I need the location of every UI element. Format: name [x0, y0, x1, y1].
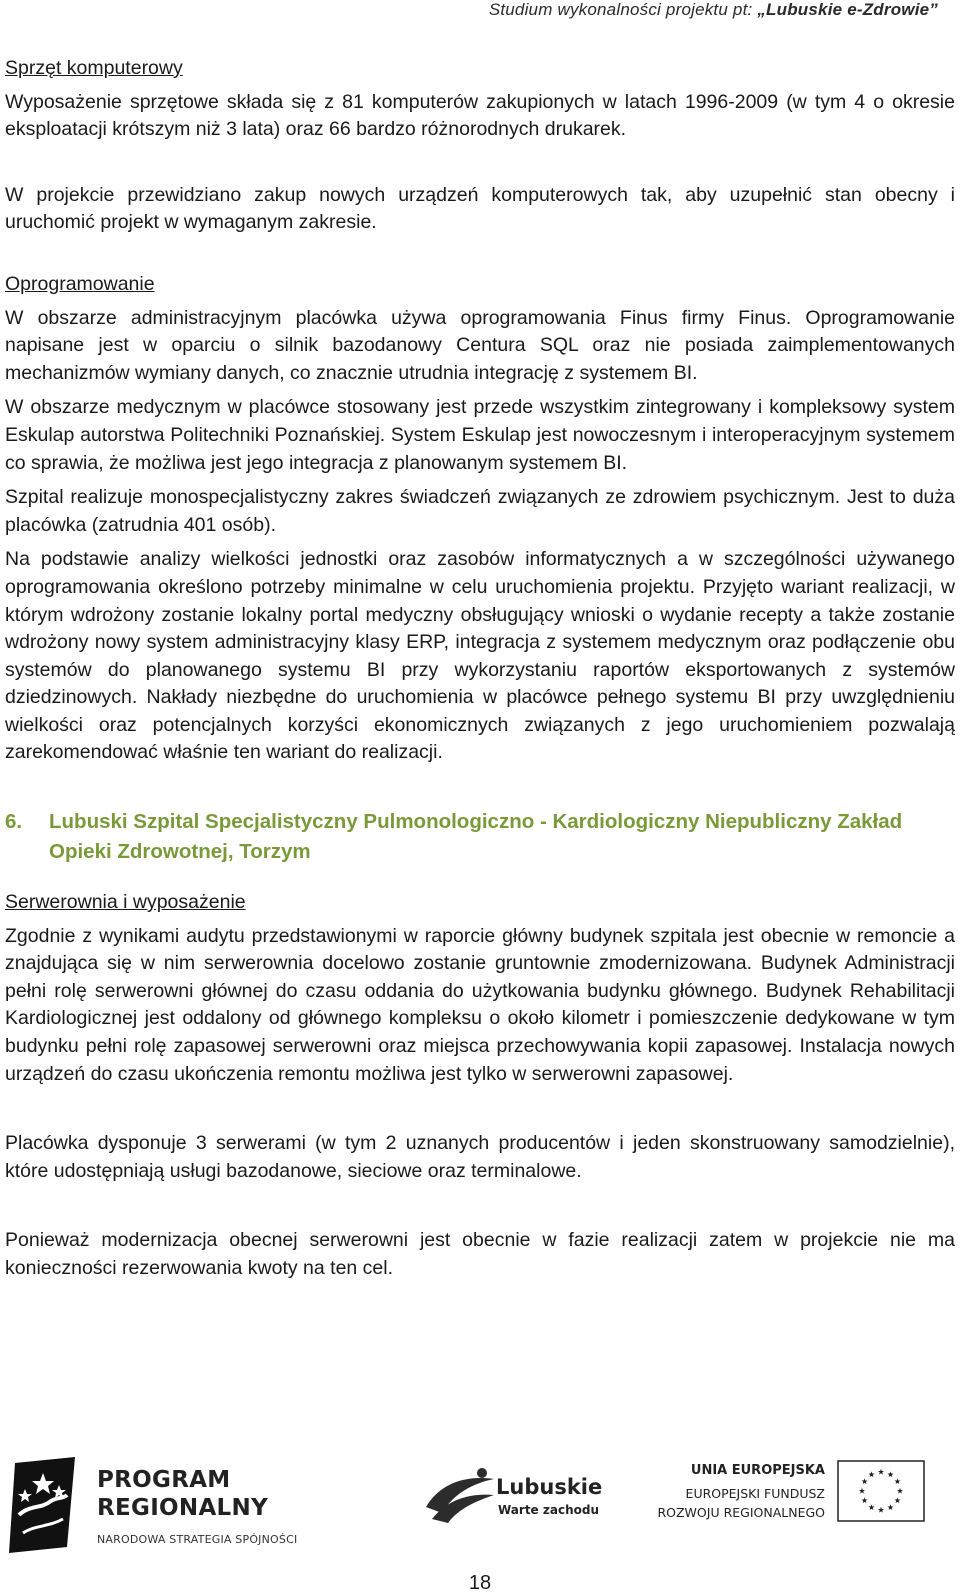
body-paragraph: Zgodnie z wynikami audytu przedstawionymi w raporcie główny budynek szpitala jest obecnie w remoncie a znajdująca się w nim serwerownia docelowo zostanie gruntownie zmodernizowana. Budynek Administracji pełni rolę serwerowni głównej do czasu oddania do użytkowania budynku głównego. Budynek Rehabilitacji Kardiologicznej jest oddalony od głównego kompleksu o około kilometr i pomieszczenie dedykowane w tym budynku pełni rolę zapasowej serwerowni oraz miejsca przechowywania kopii zapasowej. Instalacja nowych urządzeń do czasu ukończenia remontu możliwa jest tylko w serwerowni zapasowej.: [5, 924, 955, 1085]
program-line1: PROGRAM: [97, 1467, 231, 1493]
header-prefix: Studium wykonalności projektu pt:: [488, 0, 758, 19]
page-number: 18: [468, 1572, 492, 1594]
section-title-text: Lubuski Szpital Specjalistyczny Pulmonologiczno - Kardiologiczny Niepubliczny Zakład Opieki Zdrowotnej, Torzym: [49, 810, 903, 864]
lubuskie-swoosh-icon: [422, 1463, 498, 1527]
lubuskie-logo: [422, 1463, 612, 1533]
eu-line1: UNIA EUROPEJSKA: [690, 1463, 825, 1478]
footer-logos: [0, 1455, 960, 1575]
program-line2: REGIONALNY: [97, 1495, 269, 1521]
program-regionalny-logo: [5, 1455, 315, 1565]
running-header: [489, 0, 938, 20]
body-paragraph: W projekcie przewidziano zakup nowych urządzeń komputerowych tak, aby uzupełnić stan obecny i uruchomić projekt w wymaganym zakresie.: [5, 183, 955, 234]
body-paragraph: Wyposażenie sprzętowe składa się z 81 komputerów zakupionych w latach 1996-2009 (w tym 4 o okresie eksploatacji krótszym niż 3 lata) oraz 66 bardzo różnorodnych drukarek.: [5, 90, 955, 141]
program-line3: NARODOWA STRATEGIA SPÓJNOŚCI: [97, 1533, 298, 1546]
section-number: 6.: [5, 810, 23, 834]
eu-logo: [657, 1460, 957, 1540]
body-paragraph: W obszarze medycznym w placówce stosowany jest przede wszystkim zintegrowany i kompleksowy system Eskulap autorstwa Politechniki Poznańskiej. System Eskulap jest nowoczesnym i interoperacyjnym systemem co sprawia, że możliwa jest jego integracja z planowanym systemem BI.: [5, 396, 955, 474]
body-paragraph: W obszarze administracyjnym placówka używa oprogramowania Finus firmy Finus. Oprogramowanie napisane jest w oparciu o silnik bazodanowy Centura SQL oraz nie posiada zaimplementowanych mechanizmów wymiany danych, co znacznie utrudnia integrację z systemem BI.: [5, 306, 955, 384]
document-body: [5, 55, 955, 1283]
subsection-heading: Sprzęt komputerowy: [5, 57, 183, 79]
eu-flag-icon: [837, 1460, 925, 1522]
subsection-heading: Oprogramowanie: [5, 272, 155, 295]
subsection-heading: Serwerownia i wyposażenie: [5, 891, 246, 914]
header-project-title: „Lubuskie e-Zdrowie”: [757, 0, 938, 19]
lubuskie-name: Lubuskie: [496, 1475, 603, 1499]
section-title: [5, 807, 955, 867]
body-paragraph: Szpital realizuje monospecjalistyczny zakres świadczeń związanych ze zdrowiem psychicznym. Jest to duża placówka (zatrudnia 401 osób).: [5, 486, 955, 536]
program-regionalny-emblem-icon: [5, 1455, 83, 1555]
body-paragraph: Ponieważ modernizacja obecnej serwerowni jest obecnie w fazie realizacji zatem w projekcie nie ma konieczności rezerwowania kwoty na ten cel.: [5, 1229, 955, 1279]
eu-line3: ROZWOJU REGIONALNEGO: [657, 1505, 825, 1520]
body-paragraph: Na podstawie analizy wielkości jednostki oraz zasobów informatycznych a w szczególności używanego oprogramowania określono potrzeby minimalne w celu uruchomienia projektu. Przyjęto wariant realizacji, w którym wdrożony zostanie lokalny portal medyczny obsługujący wnioski o wydanie recepty a także zostanie wdrożony nowy system administracyjny klasy ERP, integracja z systemem medycznym oraz podłączenie obu systemów do planowanego systemu BI przy wykorzystaniu raportów eksportowanych z systemów dziedzinowych. Nakłady niezbędne do uruchomienia w placówce pełnego systemu BI przy uwzględnieniu wielkości oraz potencjalnych korzyści ekonomicznych związanych z jego uruchomieniem pozwalają zarekomendować właśnie ten wariant do realizacji.: [5, 548, 955, 764]
lubuskie-tagline: Warte zachodu: [498, 1503, 599, 1517]
eu-line2: EUROPEJSKI FUNDUSZ: [685, 1486, 825, 1501]
body-paragraph: Placówka dysponuje 3 serwerami (w tym 2 uznanych producentów i jeden skonstruowany samodzielnie), które udostępniają usługi bazodanowe, sieciowe oraz terminalowe.: [5, 1132, 955, 1182]
